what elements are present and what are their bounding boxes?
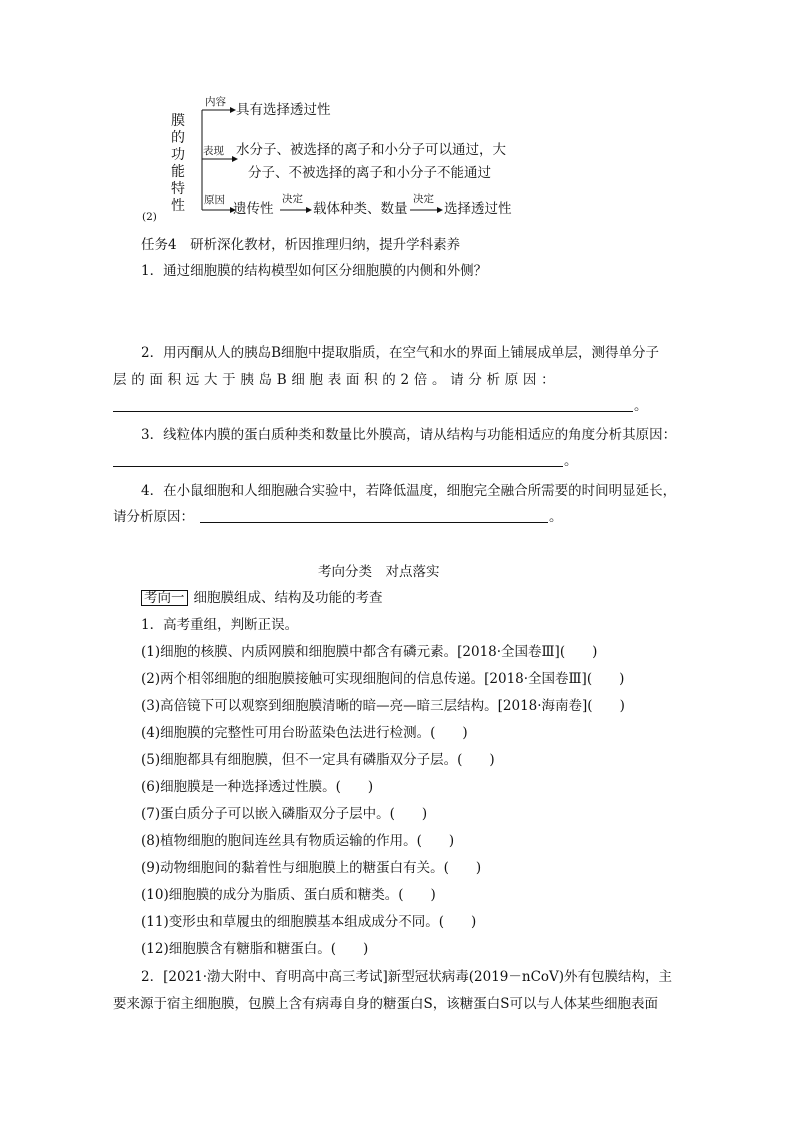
section-topic <box>141 589 383 607</box>
section-question-1: 1．高考重组，判断正误。 <box>141 617 299 633</box>
diagram-lines <box>0 0 794 230</box>
judgement-item: (1)细胞的核膜、内质网膜和细胞膜中都含有磷元素。[2018·全国卷Ⅲ]( ) <box>141 644 598 660</box>
task4-question-2-line2: 层 的 面 积 远 大 于 胰 岛 B 细 胞 表 面 积 的 2 倍 。 请 分 析 原 因 ： <box>113 372 555 388</box>
judgement-item: (4)细胞膜的完整性可用台盼蓝染色法进行检测。( ) <box>141 725 468 741</box>
task4-question-3: 3．线粒体内膜的蛋白质种类和数量比外膜高，请从结构与功能相适应的角度分析其原因： <box>141 427 677 443</box>
reason-carrier: 载体种类、数量 <box>313 201 408 217</box>
diagram-vertical-char: 能 <box>171 164 185 180</box>
judgement-item: (8)植物细胞的胞间连丝具有物质运输的作用。( ) <box>141 833 455 849</box>
diagram-vertical-char: 功 <box>171 147 185 163</box>
arrow-label-decide-1: 决定 <box>282 193 303 205</box>
reason-selective: 选择透过性 <box>444 201 512 217</box>
task4-question-4-line1: 4．在小鼠细胞和人细胞融合实验中，若降低温度，细胞完全融合所需要的时间明显延长， <box>141 483 677 499</box>
task4-question-4-line2: 请分析原因： <box>113 509 194 525</box>
answer-blank[interactable] <box>113 397 633 412</box>
arrow-label-decide-2: 决定 <box>413 193 434 205</box>
section-heading: 考向分类 对点落实 <box>318 564 440 580</box>
diagram-vertical-char: 特 <box>171 181 185 197</box>
show-text-line2: 分子、不被选择的离子和小分子不能通过 <box>248 165 491 181</box>
judgement-item: (6)细胞膜是一种选择透过性膜。( ) <box>141 779 374 795</box>
answer-blank[interactable] <box>200 508 548 523</box>
task4-title: 任务4 研析深化教材，析因推理归纳，提升学科素养 <box>141 237 461 253</box>
judgement-item: (12)细胞膜含有糖脂和糖蛋白。( ) <box>141 941 369 957</box>
diagram-vertical-char: 的 <box>171 130 185 146</box>
diagram-vertical-char: 性 <box>171 198 185 214</box>
topic-title: 细胞膜组成、结构及功能的考查 <box>193 590 383 606</box>
section-question-2-line1: 2．[2021·渤大附中、育明高中高三考试]新型冠状病毒(2019－nCoV)外有包膜结构，主 <box>141 969 673 985</box>
judgement-item: (10)细胞膜的成分为脂质、蛋白质和糖类。( ) <box>141 887 436 903</box>
judgement-item: (2)两个相邻细胞的细胞膜接触可实现细胞间的信息传递。[2018·全国卷Ⅲ]( ) <box>141 671 625 687</box>
judgement-item: (11)变形虫和草履虫的细胞膜基本组成成分不同。( ) <box>141 914 477 930</box>
topic-tag: 考向一 <box>141 590 188 606</box>
label-reason: 原因 <box>204 194 225 206</box>
section-question-2-line2: 要来源于宿主细胞膜，包膜上含有病毒自身的糖蛋白S，该糖蛋白S可以与人体某些细胞表面 <box>113 996 658 1012</box>
diagram-vertical-char: 膜 <box>171 113 185 129</box>
period: 。 <box>564 453 578 469</box>
answer-blank[interactable] <box>113 452 563 467</box>
label-content: 内容 <box>205 96 226 108</box>
period: 。 <box>634 398 648 414</box>
judgement-item: (9)动物细胞间的黏着性与细胞膜上的糖蛋白有关。( ) <box>141 860 482 876</box>
reason-heredity: 遗传性 <box>233 201 274 217</box>
label-show: 表现 <box>203 145 224 157</box>
task4-question-1: 1．通过细胞膜的结构模型如何区分细胞膜的内侧和外侧？ <box>141 263 488 279</box>
item-number: (2) <box>142 211 157 223</box>
show-text-line1: 水分子、被选择的离子和小分子可以通过，大 <box>236 142 506 158</box>
judgement-item: (5)细胞都具有细胞膜，但不一定具有磷脂双分子层。( ) <box>141 752 495 768</box>
task4-question-2-line1: 2．用丙酮从人的胰岛B细胞中提取脂质，在空气和水的界面上铺展成单层，测得单分子 <box>141 345 660 361</box>
judgement-item: (3)高倍镜下可以观察到细胞膜清晰的暗—亮—暗三层结构。[2018·海南卷]( ) <box>141 698 625 714</box>
content-text: 具有选择透过性 <box>236 102 331 118</box>
period: 。 <box>549 509 563 525</box>
judgement-item: (7)蛋白质分子可以嵌入磷脂双分子层中。( ) <box>141 806 428 822</box>
